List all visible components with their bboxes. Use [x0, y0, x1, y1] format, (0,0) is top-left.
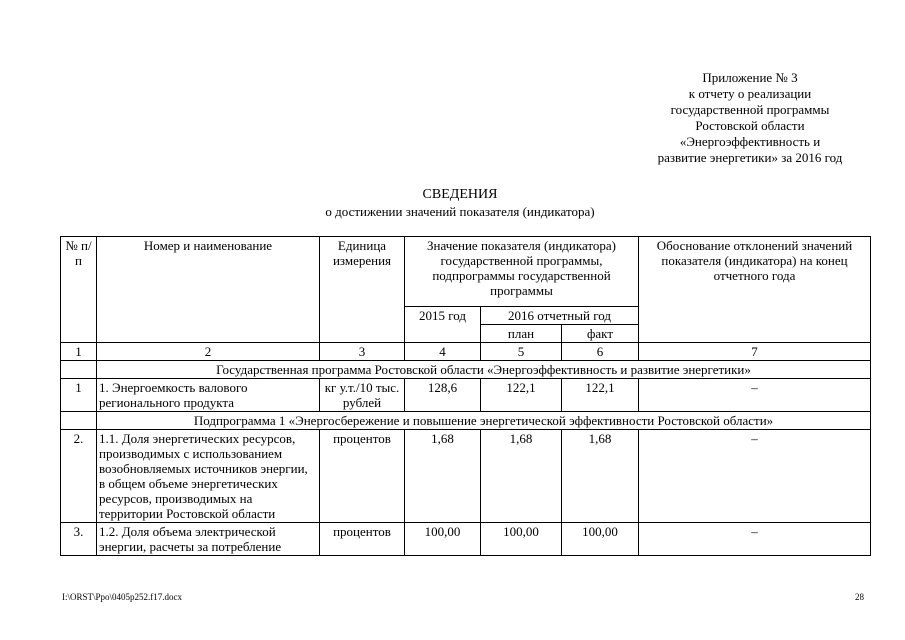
header-value: Значение показателя (индикатора) государственной программы, подпрограммы государственной программы [405, 237, 639, 307]
row-value-fact: 122,1 [562, 379, 639, 412]
header-plan: план [481, 325, 562, 343]
row-value-fact: 1,68 [562, 430, 639, 523]
header-num: № п/п [61, 237, 97, 343]
row-value-fact: 100,00 [562, 523, 639, 556]
row-num: 3. [61, 523, 97, 556]
row-name: 1. Энергоемкость валового регионального продукта [97, 379, 320, 412]
table-row [61, 430, 871, 523]
footer-file-path: I:\ORST\Ppo\0405p252.f17.docx [62, 592, 183, 602]
page-number: 28 [855, 592, 864, 602]
document-heading [230, 186, 690, 220]
document-title: СВЕДЕНИЯ [422, 187, 498, 202]
row-value-plan: 1,68 [481, 430, 562, 523]
header-2015: 2015 год [405, 307, 481, 343]
subprogram-title: Подпрограмма 1 «Энергосбережение и повышение энергетической эффективности Ростовской области» [97, 412, 871, 430]
document-subtitle: о достижении значений показателя (индикатора) [325, 204, 595, 219]
header-unit: Единица измерения [320, 237, 405, 343]
row-reason: – [639, 523, 871, 556]
column-number: 3 [320, 343, 405, 361]
column-number-row [61, 343, 871, 361]
row-reason: – [639, 379, 871, 412]
row-unit: процентов [320, 523, 405, 556]
table-row [61, 523, 871, 556]
row-num: 1 [61, 379, 97, 412]
row-name: 1.2. Доля объема электрической энергии, расчеты за потребление [97, 523, 320, 556]
row-value-2015: 1,68 [405, 430, 481, 523]
column-number: 6 [562, 343, 639, 361]
table-row [61, 379, 871, 412]
row-num: 2. [61, 430, 97, 523]
header-reason: Обоснование отклонений значений показателя (индикатора) на конец отчетного года [639, 237, 871, 343]
row-reason: – [639, 430, 871, 523]
row-value-2015: 128,6 [405, 379, 481, 412]
header-2016: 2016 отчетный год [481, 307, 639, 325]
column-number: 2 [97, 343, 320, 361]
appendix-line: государственной программы [670, 102, 830, 117]
program-title: Государственная программа Ростовской области «Энергоэффективность и развитие энергетики» [97, 361, 871, 379]
appendix-block [600, 70, 900, 166]
column-number: 1 [61, 343, 97, 361]
appendix-line: Ростовской области [695, 118, 805, 133]
column-number: 5 [481, 343, 562, 361]
row-value-plan: 100,00 [481, 523, 562, 556]
row-name: 1.1. Доля энергетических ресурсов, производимых с использованием возобновляемых источников энергии, в общем объеме энергетических ресурсов, производимых на территории Ростовской области [97, 430, 320, 523]
column-number: 7 [639, 343, 871, 361]
row-unit: кг у.т./10 тыс. рублей [320, 379, 405, 412]
indicator-table [60, 236, 871, 556]
appendix-line: к отчету о реализации [688, 86, 812, 101]
header-name: Номер и наименование [97, 237, 320, 343]
row-value-2015: 100,00 [405, 523, 481, 556]
appendix-line: Приложение № 3 [702, 70, 798, 85]
row-unit: процентов [320, 430, 405, 523]
column-number: 4 [405, 343, 481, 361]
row-value-plan: 122,1 [481, 379, 562, 412]
program-row [61, 361, 871, 379]
appendix-line: развитие энергетики» за 2016 год [657, 150, 843, 165]
header-fact: факт [562, 325, 639, 343]
appendix-line: «Энергоэффективность и [679, 134, 821, 149]
subprogram-row [61, 412, 871, 430]
